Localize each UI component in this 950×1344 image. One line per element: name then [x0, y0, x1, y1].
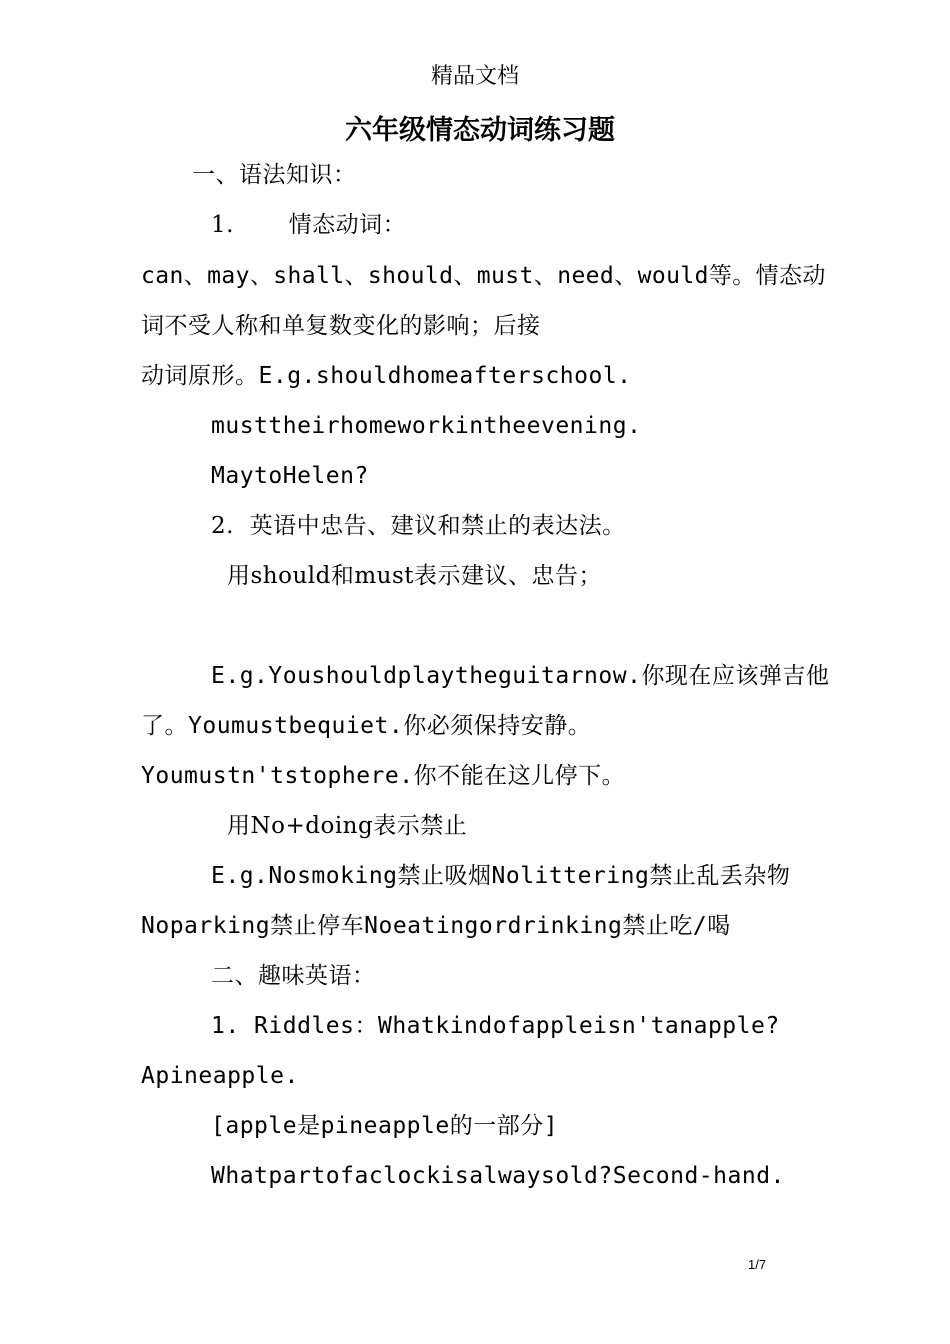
subsection-advice-expressions: 2. 英语中忠告、建议和禁止的表达法。: [211, 513, 626, 539]
riddle-line: 1. Riddles：Whatkindofappleisn'tanapple?: [211, 1013, 780, 1039]
riddle-note: [apple是pineapple的一部分]: [211, 1113, 559, 1139]
example-line: E.g.Nosmoking禁止吸烟Nolittering禁止乱丢杂物: [211, 863, 791, 889]
example-line: E.g.Youshouldplaytheguitarnow.你现在应该弹吉他: [211, 663, 830, 689]
page-number: 1/7: [748, 1257, 767, 1272]
paragraph-line: 用No+doing表示禁止: [227, 813, 468, 839]
example-line: MaytoHelen?: [211, 463, 369, 489]
document-title: 六年级情态动词练习题: [345, 115, 615, 146]
example-line: 了。Youmustbequiet.你必须保持安静。: [141, 713, 592, 739]
example-line: Noparking禁止停车Noeatingordrinking禁止吃/喝: [141, 913, 731, 939]
paragraph-line: 用should和must表示建议、忠告；: [227, 563, 603, 589]
section-heading-grammar: 一、语法知识：: [192, 162, 357, 188]
section-heading-fun-english: 二、趣味英语：: [211, 963, 376, 989]
paragraph-line: 动词原形。E.g.shouldhomeafterschool.: [141, 363, 632, 389]
riddle-line: Whatpartofaclockisalwaysold?Second-hand.: [211, 1163, 785, 1189]
riddle-answer: Apineapple.: [141, 1063, 299, 1089]
subsection-modal-verbs: 1. 情态动词：: [211, 212, 407, 238]
paragraph-line: 词不受人称和单复数变化的影响；后接: [141, 313, 541, 339]
example-line: Youmustn'tstophere.你不能在这儿停下。: [141, 763, 626, 789]
example-line: musttheirhomeworkintheevening.: [211, 413, 642, 439]
document-header: 精品文档: [430, 64, 519, 89]
paragraph-line: can、may、shall、should、must、need、would等。情态动: [141, 263, 826, 289]
